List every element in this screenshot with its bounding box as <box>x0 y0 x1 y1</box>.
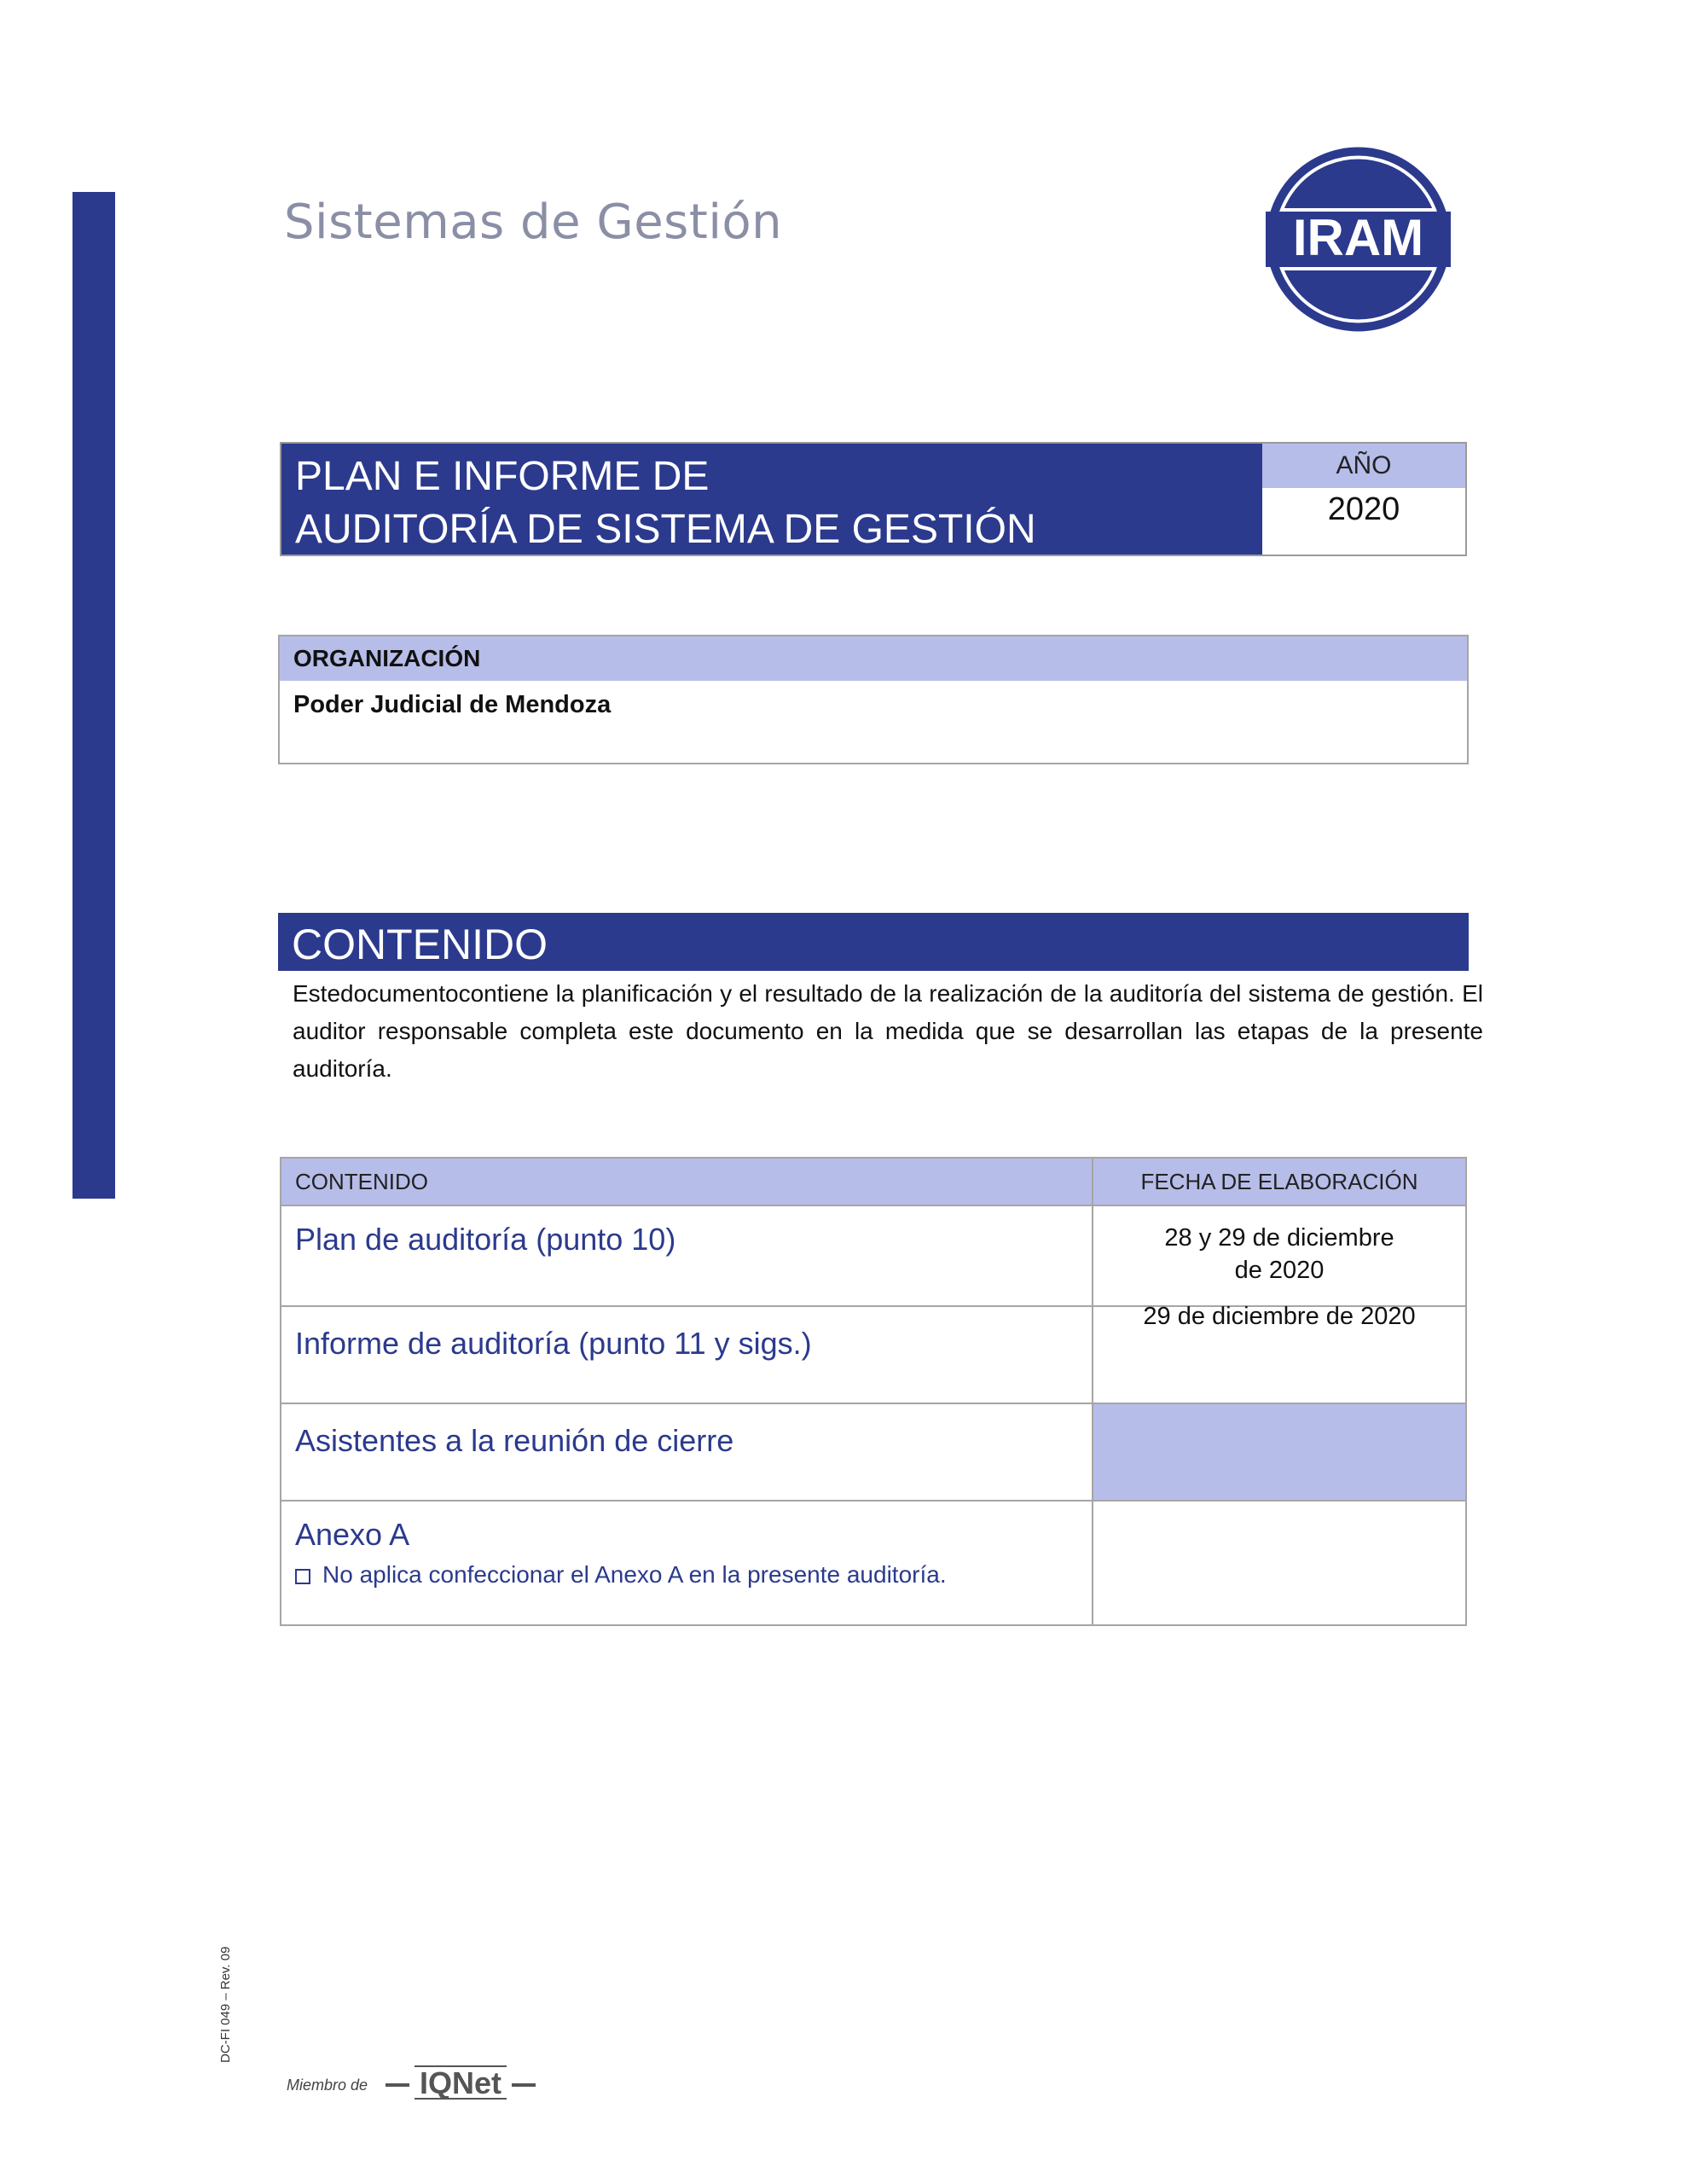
contenido-description: Estedocumentocontiene la planificación y el resultado de la realización de la auditoría del sistema de gestión. El auditor responsable completa este documento en la medida que se desarrollan las etapas de la presente auditoría. <box>293 980 1483 1082</box>
table-header-row <box>281 1158 1466 1205</box>
title-line-1: PLAN E INFORME DE <box>295 454 710 499</box>
logo-text: IRAM <box>1292 209 1424 266</box>
organization-name: Poder Judicial de Mendoza <box>293 691 612 718</box>
anexo-note <box>295 1561 1092 1589</box>
report-title-block <box>280 442 1467 556</box>
year-label: AÑO <box>1262 444 1465 488</box>
document-code: DC-FI 049 – Rev. 09 <box>218 1946 233 2063</box>
row-date-informe <box>1093 1303 1466 1403</box>
anexo-note-text: No aplica confeccionar el Anexo A en la presente auditoría. <box>322 1561 947 1588</box>
title-line-2: AUDITORÍA DE SISTEMA DE GESTIÓN <box>295 507 1036 552</box>
contenido-heading: CONTENIDO <box>278 913 1469 971</box>
anexo-checkbox[interactable] <box>295 1569 310 1584</box>
row-date-plan <box>1093 1205 1466 1306</box>
row-item-asistentes: Asistentes a la reunión de cierre <box>281 1403 1093 1501</box>
row-date-asistentes <box>1093 1403 1466 1501</box>
member-label: Miembro de <box>287 2077 368 2094</box>
row-date-anexo <box>1093 1501 1466 1625</box>
iram-logo <box>1262 143 1454 335</box>
side-accent-bar <box>72 192 115 1199</box>
date-line-1: 28 y 29 de diciembre <box>1164 1224 1394 1252</box>
date-text: 29 de diciembre de 2020 <box>1143 1303 1416 1330</box>
brand-title: Sistemas de Gestión <box>284 195 783 250</box>
anexo-title: Anexo A <box>295 1517 410 1552</box>
year-box <box>1262 444 1465 555</box>
table-row <box>281 1501 1466 1625</box>
organization-block <box>278 635 1469 764</box>
date-line-2: de 2020 <box>1234 1257 1325 1284</box>
column-header-fecha: FECHA DE ELABORACIÓN <box>1093 1158 1466 1205</box>
row-item-plan: Plan de auditoría (punto 10) <box>281 1205 1093 1306</box>
year-value: 2020 <box>1262 488 1465 555</box>
report-title <box>281 444 1262 555</box>
table-row <box>281 1205 1466 1306</box>
table-row <box>281 1306 1466 1403</box>
iqnet-text: IQNet <box>419 2065 502 2100</box>
row-item-informe: Informe de auditoría (punto 11 y sigs.) <box>281 1306 1093 1403</box>
organization-label: ORGANIZACIÓN <box>280 636 1467 681</box>
iqnet-logo <box>384 2061 537 2111</box>
table-row <box>281 1403 1466 1501</box>
column-header-contenido: CONTENIDO <box>281 1158 1093 1205</box>
row-item-anexo <box>281 1501 1093 1625</box>
contents-table <box>280 1157 1467 1626</box>
